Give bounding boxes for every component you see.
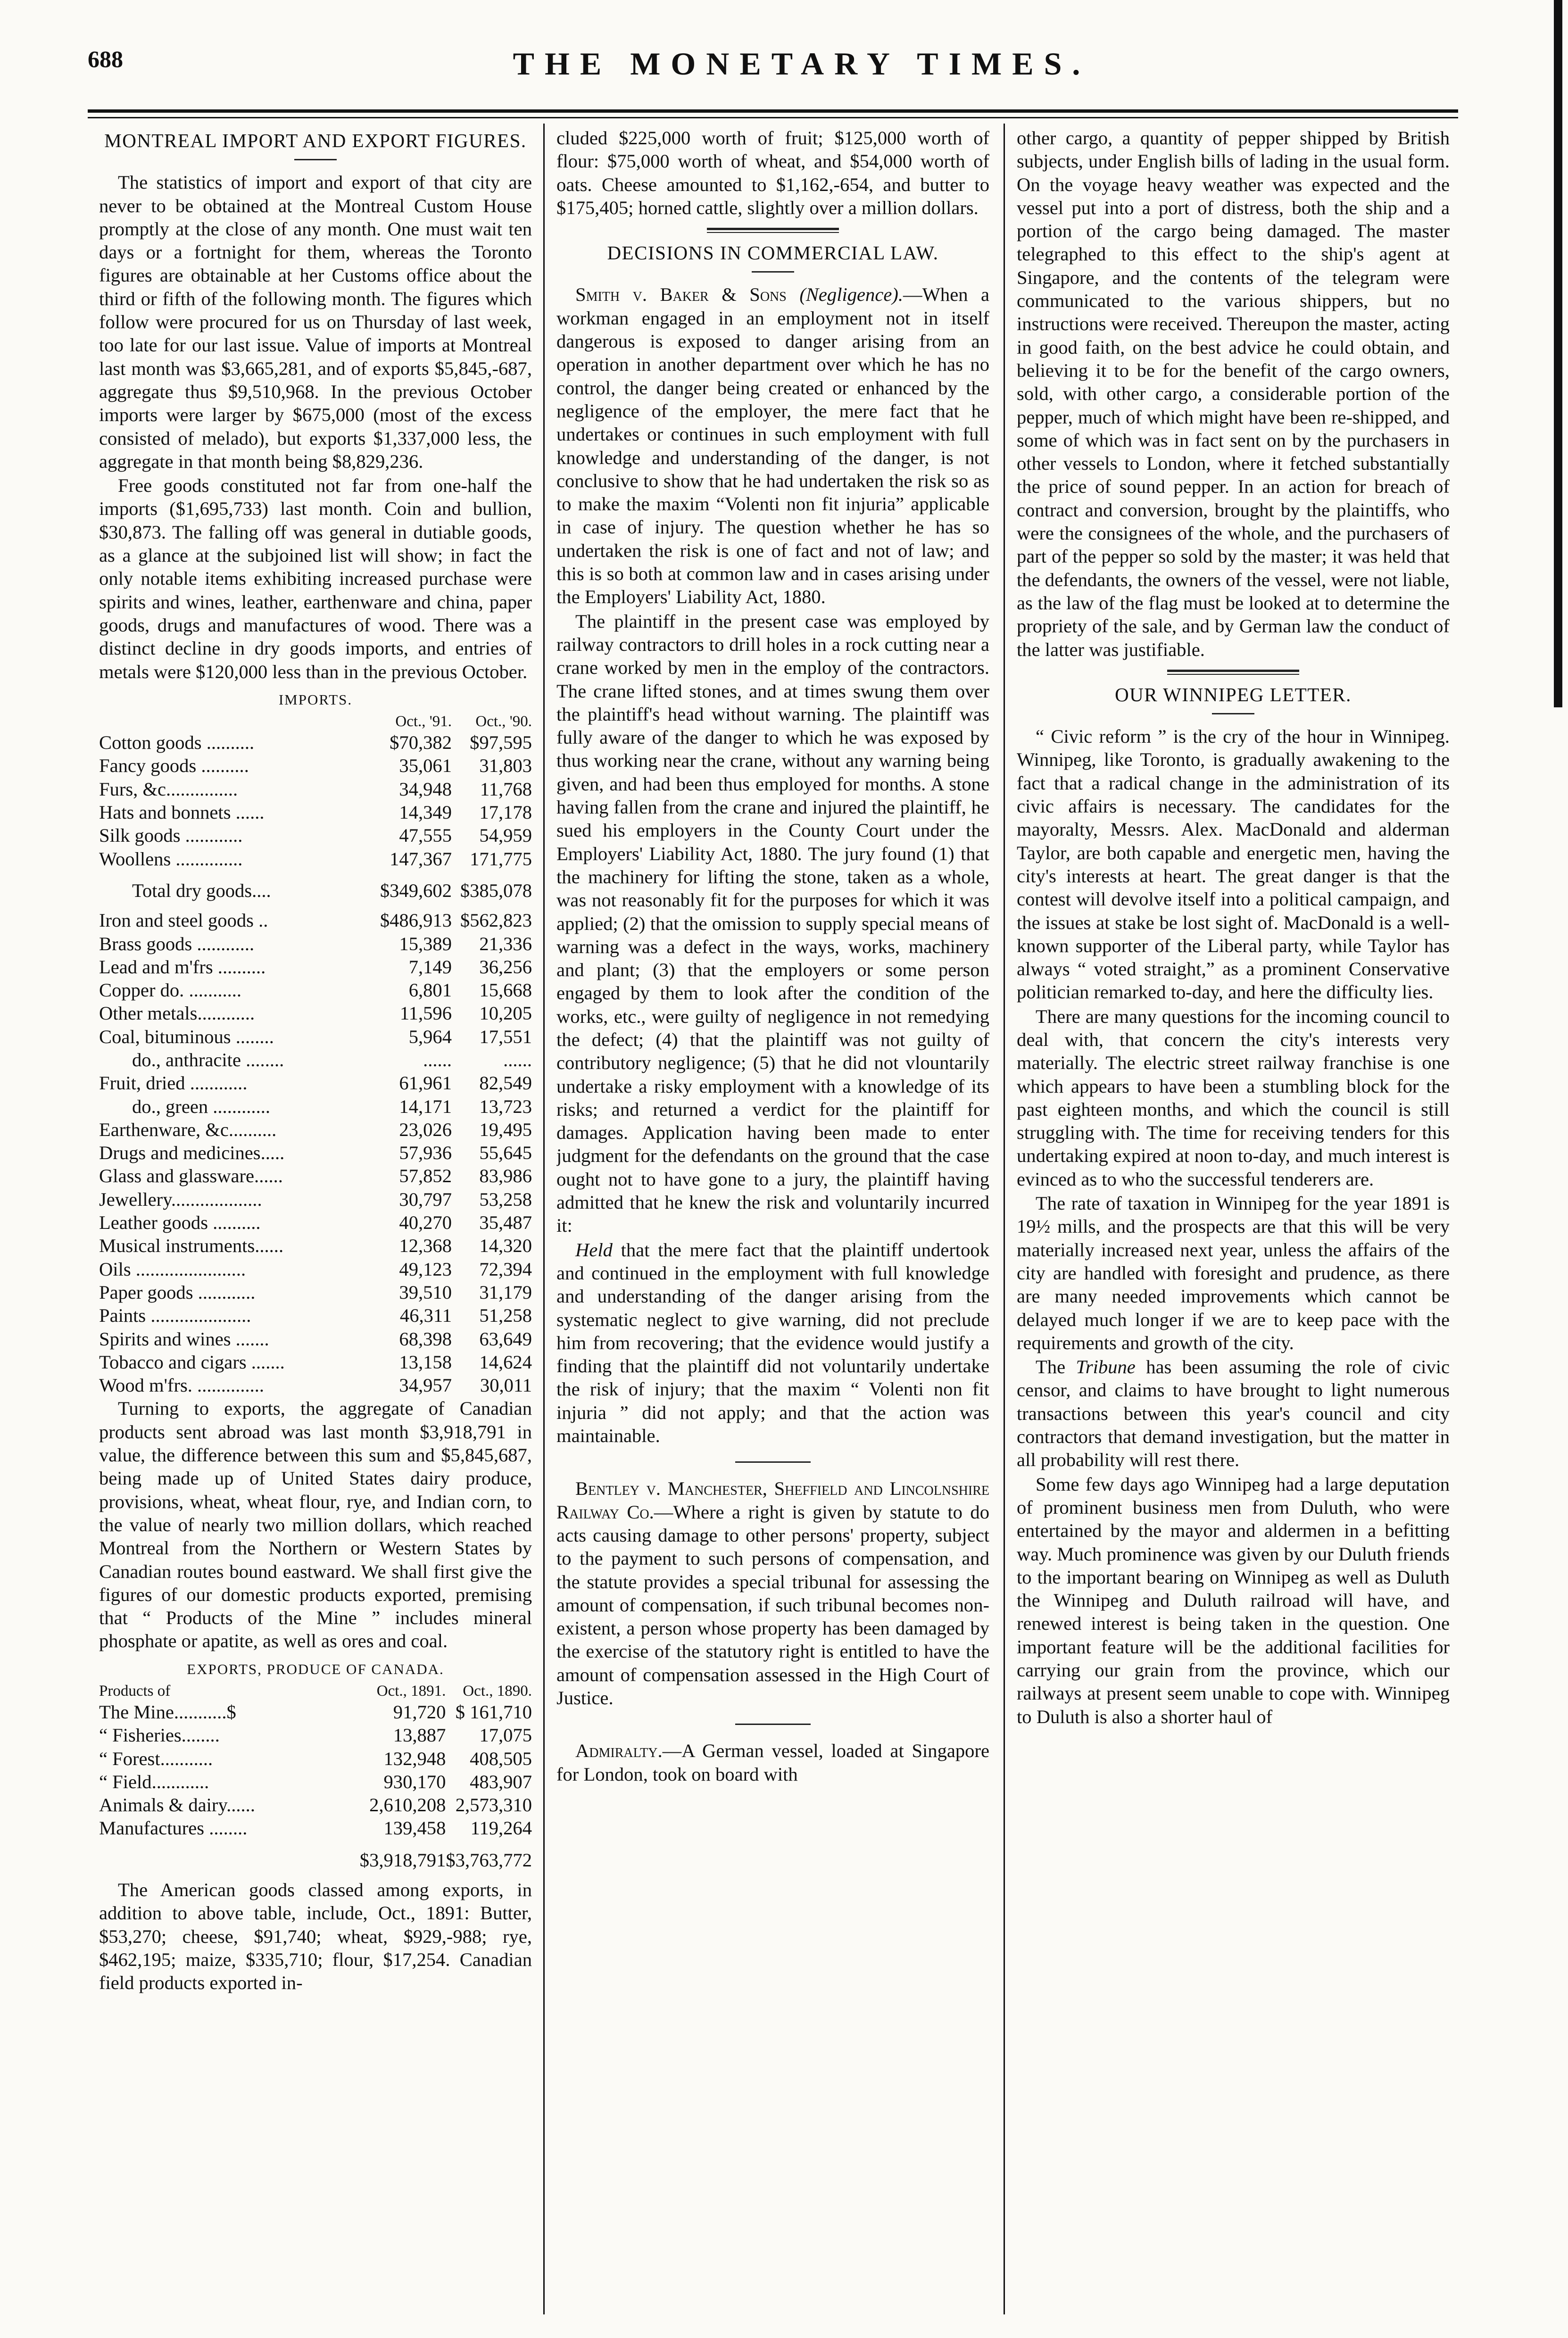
value-1891: 23,026 <box>399 1119 452 1140</box>
value-1890: $97,595 <box>470 732 532 754</box>
value-1890: 2,573,310 <box>455 1794 532 1816</box>
paragraph: other cargo, a quantity of pepper shipped by British subjects, under English bills of lading in the usual form. On the voyage heavy weather was expected and the vessel put into a port of distress, both the ship and a portion of the cargo being damaged. The master telegraphed to this effect to the ship's agent at Singapore, and the contents of the telegram were communicated to the various shippers, but no instructions were received. Thereupon the master, acting in good faith, on the best advice he could obtain, and believing it to be for the benefit of the cargo owners, sold, with other cargo, a considerable portion of the pepper, much of which might have been re-shipped, and some of which was in fact sent on by the purchasers in other vessels to London, where it fetched substantially the price of sound pepper. In an action for breach of contract and conversion, brought by the plaintiffs, who were the consignees of the whole, and the purchasers of part of the pepper so sold by the master; it was held that the defendants, the owners of the vessel, were not liable, as the law of the flag must be looked at to determine the propriety of the sale, and by German law the conduct of the latter was justifiable. <box>1017 127 1450 660</box>
item-name: Spirits and wines ....... <box>99 1328 269 1350</box>
table-row <box>99 712 532 731</box>
value-1890: 13,723 <box>479 1095 532 1117</box>
table-row <box>99 1071 532 1094</box>
table-row <box>99 1211 532 1234</box>
table-row <box>99 1258 532 1281</box>
held-text: that the mere fact that the plaintiff undertook and continued in the employment with full knowledge and understanding of the danger arising from the systematic neglect to give warning, did not preclude him from recovering; that the evidence would justify a finding that the plaintiff did not voluntarily undertake the risk of injury; that the maxim “ Volenti non fit injuria ” did not apply; and that the action was maintainable. <box>556 1239 989 1447</box>
table-row <box>99 754 532 777</box>
table-row <box>99 1048 532 1071</box>
case-paragraph <box>556 1739 989 1786</box>
article-title-decisions: DECISIONS IN COMMERCIAL LAW. <box>607 242 939 264</box>
case-tag: (Negligence). <box>799 284 904 306</box>
table-row <box>99 1002 532 1025</box>
table-row <box>99 847 532 871</box>
paragraph <box>1017 1355 1450 1471</box>
value-1890: $562,823 <box>460 910 532 931</box>
table-row <box>99 1141 532 1164</box>
item-name: Brass goods ............ <box>99 933 255 954</box>
paragraph: cluded $225,000 worth of fruit; $125,000 worth of flour: $75,000 worth of wheat, and $54,000 worth of oats. Cheese amounted to $1,162,-654, and butter to $175,405; horned cattle, slightly over a million dollars. <box>556 127 989 218</box>
value-1890: 31,803 <box>479 755 532 777</box>
paragraph: The American goods classed among exports, in addition to above table, include, Oct., 1891: Butter, $53,270; cheese, $91,740; wheat, $929,-988; rye, $462,195; maize, $335,710; flour, $17,254. Canadian field products exported in- <box>99 1879 532 1994</box>
table-row <box>99 909 532 932</box>
value-1891: $486,913 <box>380 910 452 931</box>
value-1890: 35,487 <box>479 1212 532 1234</box>
value-1890: 17,178 <box>479 802 532 823</box>
held-paragraph <box>556 1238 989 1448</box>
article-title-winnipeg: OUR WINNIPEG LETTER. <box>1115 683 1352 705</box>
item-name: do., green ............ <box>132 1095 271 1117</box>
value-1890: 72,394 <box>479 1258 532 1280</box>
table-row <box>99 1095 532 1118</box>
item-name: Copper do. ........... <box>99 979 242 1001</box>
table-row <box>99 1188 532 1211</box>
item-name: Lead and m'frs .......... <box>99 956 266 978</box>
article-title-montreal: MONTREAL IMPORT AND EXPORT FIGURES. <box>104 130 527 151</box>
case-name: Smith v. Baker & Sons <box>575 284 787 306</box>
item-name: Furs, &c............... <box>99 778 238 800</box>
item-name: “ Field............ <box>99 1771 209 1792</box>
value-1891: 91,720 <box>393 1701 446 1723</box>
value-1891: 39,510 <box>399 1281 452 1303</box>
table-row <box>99 1374 532 1397</box>
total-1890: $385,078 <box>460 879 532 901</box>
value-1891: 49,123 <box>399 1258 452 1280</box>
table-row <box>99 978 532 1002</box>
total-1891: $3,918,791 <box>359 1849 446 1871</box>
paragraph: The rate of taxation in Winnipeg for the year 1891 is 19½ mills, and the prospects are that this will be very materially increased next year, unless the affairs of the city are handled with foresight and prudence, as there are many needed improvements which cannot be delayed much longer if we are to keep pace with the requirements and growth of the city. <box>1017 1193 1450 1353</box>
value-1890: 408,505 <box>470 1748 532 1769</box>
item-name: Iron and steel goods .. <box>99 910 268 931</box>
value-1890: 14,624 <box>479 1351 532 1373</box>
text-run: The <box>1036 1356 1076 1378</box>
item-name: Fruit, dried ............ <box>99 1072 248 1094</box>
value-1890: 19,495 <box>479 1119 532 1140</box>
column-1 <box>99 126 532 2319</box>
item-name: Coal, bituminous ........ <box>99 1026 274 1047</box>
item-name: Musical instruments...... <box>99 1235 284 1257</box>
table-row <box>99 1840 532 1878</box>
value-1891: 139,458 <box>383 1817 446 1839</box>
page-number: 688 <box>88 46 123 72</box>
table-row <box>99 1700 532 1724</box>
item-name: Oils ....................... <box>99 1258 246 1280</box>
table-row <box>99 1770 532 1793</box>
item-name: Woollens .............. <box>99 848 243 870</box>
table-row <box>99 1281 532 1304</box>
table-row <box>99 1234 532 1257</box>
value-1891: 34,957 <box>399 1375 452 1396</box>
blank-cell <box>99 712 372 731</box>
case-divider <box>735 1461 811 1463</box>
blank-cell <box>99 1840 360 1878</box>
paragraph: There are many questions for the incoming council to deal with, that concern the city's interests very materially. The electric street railway franchise is one which appears to have been a stumbling block for the past eighteen months, and which the council is still struggling with. The time for receiving tenders for this undertaking expired at noon to-day, and much interest is evinced as to who the successful tenderers are. <box>1017 1005 1450 1190</box>
item-name: Tobacco and cigars ....... <box>99 1351 285 1373</box>
value-1890: 83,986 <box>479 1165 532 1187</box>
value-1890: 15,668 <box>479 979 532 1001</box>
value-1891: $70,382 <box>390 732 452 754</box>
case-text: —When a workman engaged in an employment not in itself dangerous is exposed to danger arising from an operation in another department over which he has no control, the danger being created or enhanced by the negligence of the employer, the mere fact that he undertakes or continues in such employment with full knowledge and understanding of the danger, is not conclusive to show that he had undertaken the risk so as to make the maxim “Volenti non fit injuria” applicable in case of injury. The question whether he has so undertaken the risk is one of fact and not of law; and this is so both at common law and in cases arising under the Employers' Liability Act, 1880. <box>556 284 989 608</box>
value-1890: 11,768 <box>480 778 532 800</box>
value-1891: 147,367 <box>390 848 452 870</box>
item-name: Manufactures ........ <box>99 1817 248 1839</box>
item-name: Drugs and medicines..... <box>99 1142 285 1164</box>
value-1890: 30,011 <box>480 1375 532 1396</box>
value-1890: 21,336 <box>479 933 532 954</box>
table-row <box>99 1327 532 1351</box>
item-name: Silk goods ............ <box>99 825 243 846</box>
item-name: do., anthracite ........ <box>132 1049 284 1070</box>
value-1891: 13,887 <box>393 1724 446 1746</box>
table-row <box>99 871 532 909</box>
paragraph: Free goods constituted not far from one-half the imports ($1,695,733) last month. Coin and bullion, $30,873. The falling off was general in dutiable goods, as a glance at the subjoined list will show; in fact the only notable items exhibiting increased purchase were spirits and wines, leather, earthenware and china, paper goods, drugs and manufactures of wood. There was a distinct decline in dry goods imports, and entries of metals were $120,000 less than in the previous October. <box>99 475 532 682</box>
value-1891: 57,936 <box>399 1142 452 1164</box>
column-header: Products of <box>99 1683 171 1700</box>
case-paragraph <box>556 1477 989 1709</box>
value-1890: 17,551 <box>479 1026 532 1047</box>
item-name: Paper goods ............ <box>99 1281 256 1303</box>
value-1890: 82,549 <box>479 1072 532 1094</box>
value-1891: 13,158 <box>399 1351 452 1373</box>
case-text: —Where a right is given by statute to do acts causing damage to other persons' property, subject to the payment to such persons of compensation, and the statute provides a special tribunal for assessing the amount of compensation, if such tribunal becomes non-existent, a person whose property has been damaged by the exercise of the statutory right is entitled to have the amount of compensation assessed in the High Court of Justice. <box>556 1501 989 1708</box>
value-1891: 14,171 <box>399 1095 452 1117</box>
article-separator <box>707 228 839 233</box>
case-paragraph <box>556 283 989 608</box>
value-1890: 31,179 <box>479 1281 532 1303</box>
article-separator <box>1167 670 1299 675</box>
paragraph: “ Civic reform ” is the cry of the hour in Winnipeg. Winnipeg, like Toronto, is gradually awakening to the fact that a radical change in the administration of its civic affairs is necessary. The candidates for the mayoralty, Messrs. Alex. MacDonald and alderman Taylor, are both capable and energetic men, having the city's interests at heart. The great danger is that the contest will devolve itself into a political campaign, and the issues at stake be lost sight of. MacDonald is a well-known supporter of the Liberal party, while Taylor has always “ voted straight,” as a prominent Conservative politician remarked to-day, and here the difficulty lies. <box>1017 726 1450 1003</box>
item-name: Fancy goods .......... <box>99 755 249 777</box>
title-divider <box>752 271 794 273</box>
value-1891: 14,349 <box>399 802 452 823</box>
exports-table <box>99 1682 532 1878</box>
value-1891: 5,964 <box>408 1026 452 1047</box>
value-1891: 34,948 <box>399 778 452 800</box>
value-1891: 47,555 <box>399 825 452 846</box>
table-row <box>99 1025 532 1048</box>
item-name: “ Fisheries........ <box>99 1724 220 1746</box>
column-3 <box>1017 126 1450 2319</box>
table-row <box>99 778 532 801</box>
column-header: Oct., '91. <box>395 713 452 730</box>
table-row <box>99 1682 532 1700</box>
column-divider-1 <box>543 124 545 2314</box>
value-1891: 132,948 <box>383 1748 446 1769</box>
header-rule-thin <box>88 117 1458 118</box>
total-label: Total dry goods.... <box>132 879 271 901</box>
title-divider <box>1212 713 1254 714</box>
value-1891: 46,311 <box>399 1305 452 1327</box>
page-edge-mark <box>1554 0 1562 707</box>
table-row <box>99 955 532 978</box>
value-1890: $ 161,710 <box>455 1701 532 1723</box>
value-1891: 40,270 <box>399 1212 452 1234</box>
value-1891: 68,398 <box>399 1328 452 1350</box>
item-name: Earthenware, &c.......... <box>99 1119 277 1140</box>
value-1891: 6,801 <box>408 979 452 1001</box>
header-rule <box>88 109 1458 113</box>
paragraph: The statistics of import and export of that city are never to be obtained at the Montreal Custom House promptly at the close of any month. One must wait ten days or a fortnight for them, whereas the Toronto figures are obtainable at her Customs office about the third or fifth of the following month. The figures which follow were procured for us on Thursday of last week, too late for our last issue. Value of imports at Montreal last month was $3,665,281, and of exports $5,845,-687, aggregate thus $9,510,968. In the previous October imports were larger by $675,000 (most of the excess consisted of melado), but exports $1,337,000 less, the aggregate in that month being $8,829,236. <box>99 172 532 472</box>
newspaper-name: Tribune <box>1076 1356 1136 1378</box>
imports-table-title: IMPORTS. <box>278 691 353 708</box>
table-row <box>99 1724 532 1747</box>
item-name: Other metals............ <box>99 1003 255 1024</box>
item-name: Animals & dairy...... <box>99 1794 255 1816</box>
column-header: Oct., '90. <box>475 713 532 730</box>
total-1891: $349,602 <box>380 879 452 901</box>
value-1890: 171,775 <box>470 848 532 870</box>
imports-table <box>99 712 532 1397</box>
item-name: Hats and bonnets ...... <box>99 802 265 823</box>
case-name: Admiralty. <box>575 1740 663 1762</box>
total-1890: $3,763,772 <box>446 1849 532 1871</box>
case-text: —A German vessel, loaded at Singapore for London, took on board with <box>556 1740 989 1785</box>
item-name: “ Forest........... <box>99 1748 213 1769</box>
value-1890: 54,959 <box>479 825 532 846</box>
item-name: The Mine...........$ <box>99 1701 236 1723</box>
table-row <box>99 801 532 824</box>
table-row <box>99 1351 532 1374</box>
item-name: Paints ..................... <box>99 1305 251 1327</box>
paragraph: Some few days ago Winnipeg had a large deputation of prominent business men from Duluth, who were entertained by the mayor and aldermen in a befitting way. Much prominence was given by our Duluth friends to the important bearing on Winnipeg as well as Duluth the Winnipeg and Duluth railroad will have, and renewed interest is being taken in the question. One important feature will be the additional facilities for carrying our grain from the province, which our railways at present seem unable to cope with. Winnipeg to Duluth is also a shorter haul of <box>1017 1473 1450 1727</box>
held-word: Held <box>575 1239 613 1260</box>
table-row <box>99 1304 532 1327</box>
value-1891: 12,368 <box>399 1235 452 1257</box>
text-run: has been assuming the role of civic censor, and claims to have brought to light numerous transactions between this year's council and city contractors that demand investigation, but the matter in all probability will rest there. <box>1017 1356 1450 1471</box>
value-1890: 55,645 <box>479 1142 532 1164</box>
value-1891: 7,149 <box>408 956 452 978</box>
value-1891: 30,797 <box>399 1188 452 1210</box>
value-1890: 17,075 <box>479 1724 532 1746</box>
value-1890: 10,205 <box>479 1003 532 1024</box>
column-divider-2 <box>1004 124 1005 2314</box>
paragraph: The plaintiff in the present case was employed by railway contractors to drill holes in a rock cutting near a crane worked by men in the employ of the contractors. The crane lifted stones, and at times swung them over the plaintiff's head without warning. The plaintiff was fully aware of the danger to which he was exposed by thus working near the crane, without any warning being given, and had been thus employed for months. A stone having fallen from the crane and injured the plaintiff, he sued his employers in the County Court under the Employers' Liability Act, 1880. The jury found (1) that the machinery for lifting the stone, taken as a whole, was not reasonably fit for the purposes for which it was applied; (2) that the omission to supply special means of warning was a defect in the ways, works, machinery and plant; (3) that the employers or some person engaged by them to look after the condition of the works, etc., were guilty of negligence in not remedying the defect; (4) that the plaintiff was not guilty of contributory negligence; (5) that he did not vlountarily undertake a risky employment with a knowledge of its risks; and returned a verdict for the plaintiff for damages. Application having been made to enter judgment for the defendants on the ground that the case ought not to have gone to a jury, the plaintiff having admitted that he knew the risk and voluntarily incurred it: <box>556 610 989 1236</box>
table-row <box>99 1793 532 1816</box>
value-1891: 11,596 <box>399 1003 452 1024</box>
table-row <box>99 1164 532 1187</box>
value-1890: 53,258 <box>479 1188 532 1210</box>
value-1890: 119,264 <box>470 1817 532 1839</box>
title-divider <box>294 159 337 160</box>
exports-table-title: EXPORTS, PRODUCE OF CANADA. <box>187 1660 444 1677</box>
value-1891: 35,061 <box>399 755 452 777</box>
table-row <box>99 1816 532 1840</box>
item-name: Cotton goods .......... <box>99 732 255 754</box>
value-1891: 930,170 <box>383 1771 446 1792</box>
table-row <box>99 824 532 847</box>
masthead: THE MONETARY TIMES. <box>513 46 1091 82</box>
paragraph: Turning to exports, the aggregate of Canadian products sent abroad was last month $3,918,791 in value, the difference between this sum and $5,845,687, being made up of United States dairy produce, provisions, wheat, wheat flour, rye, and Indian corn, to the value of nearly two million dollars, which reached Montreal from the Northern or Western States by Canadian routes bound eastward. We shall first give the figures of our domestic products exported, premising that “ Products of the Mine ” includes mineral phosphate or apatite, as well as ores and coal. <box>99 1398 532 1652</box>
value-1890: 36,256 <box>479 956 532 978</box>
item-name: Leather goods .......... <box>99 1212 261 1234</box>
case-divider <box>735 1724 811 1725</box>
value-1891: ...... <box>423 1049 452 1070</box>
table-row <box>99 1118 532 1141</box>
value-1890: 14,320 <box>479 1235 532 1257</box>
value-1890: 483,907 <box>470 1771 532 1792</box>
value-1890: 51,258 <box>479 1305 532 1327</box>
item-name: Jewellery................... <box>99 1188 262 1210</box>
value-1891: 57,852 <box>399 1165 452 1187</box>
value-1891: 15,389 <box>399 933 452 954</box>
value-1890: ...... <box>503 1049 532 1070</box>
column-2 <box>556 126 989 2319</box>
value-1890: 63,649 <box>479 1328 532 1350</box>
item-name: Wood m'frs. .............. <box>99 1375 265 1396</box>
case-name: Bentley v. Manchester, Sheffield and Lincolnshire Railway Co. <box>556 1478 989 1523</box>
table-row <box>99 1747 532 1770</box>
value-1891: 2,610,208 <box>369 1794 446 1816</box>
item-name: Glass and glassware...... <box>99 1165 283 1187</box>
table-row <box>99 932 532 955</box>
column-header: Oct., 1890. <box>463 1683 532 1700</box>
value-1891: 61,961 <box>399 1072 452 1094</box>
table-row <box>99 731 532 754</box>
column-header: Oct., 1891. <box>376 1683 446 1700</box>
